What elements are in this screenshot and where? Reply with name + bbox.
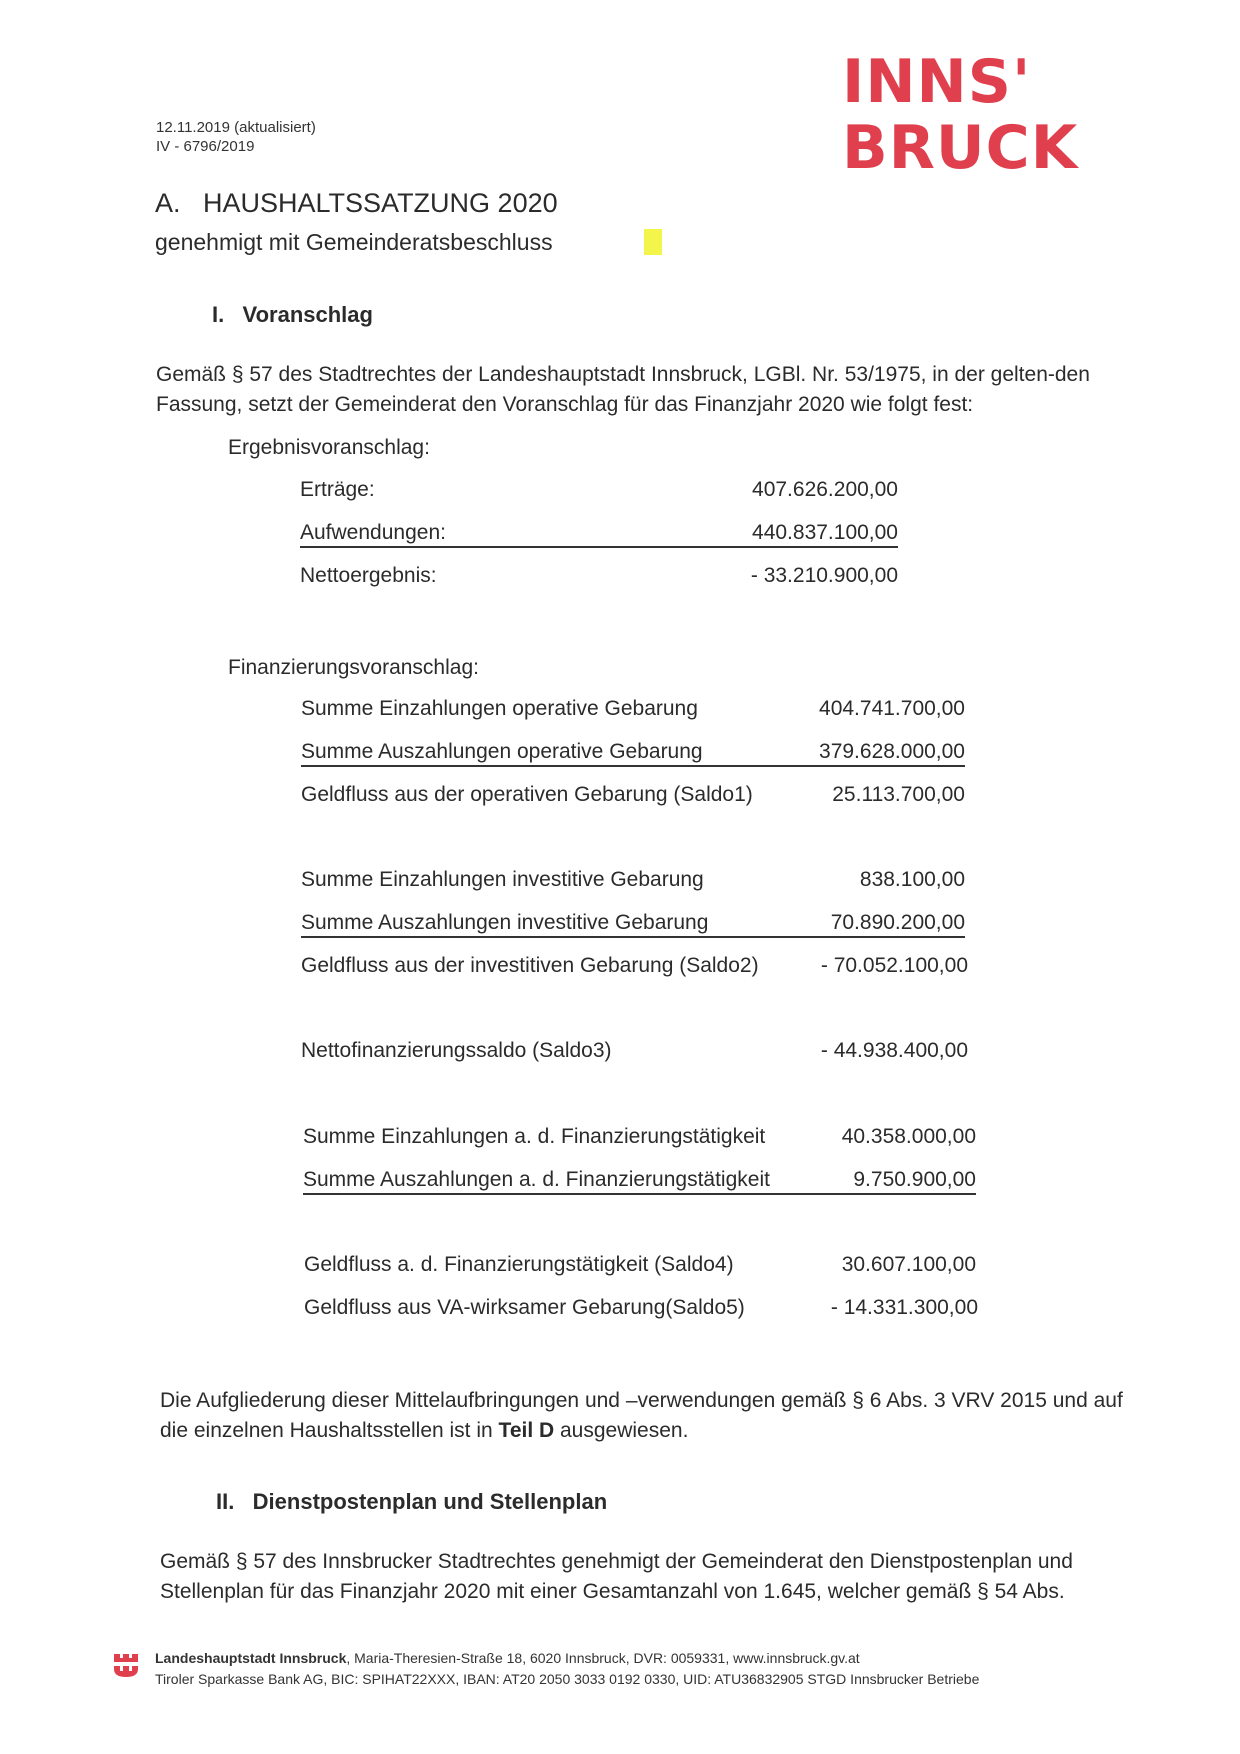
finanzierung-label: Geldfluss a. d. Finanzierungstätigkeit (Saldo4)	[304, 1253, 734, 1276]
finanzierung-value: 379.628.000,00	[819, 740, 965, 763]
ergebnis-heading: Ergebnisvoranschlag:	[228, 436, 430, 459]
ergebnis-label: Erträge:	[300, 478, 375, 501]
footer-organisation: Landeshauptstadt Innsbruck	[155, 1650, 347, 1666]
footer-line-1	[155, 1650, 860, 1666]
finanzierung-value: - 44.938.400,00	[820, 1039, 968, 1062]
sum-underline	[300, 546, 898, 548]
finanzierung-value: 9.750.900,00	[853, 1168, 976, 1191]
ergebnis-value: 407.626.200,00	[752, 478, 898, 501]
sum-underline	[301, 765, 965, 767]
section-voranschlag-heading: I. Voranschlag	[212, 302, 373, 327]
logo-line-1: INNS'	[842, 47, 1032, 117]
finanzierung-label: Summe Auszahlungen operative Gebarung	[301, 740, 703, 763]
finanzierung-label: Summe Auszahlungen investitive Gebarung	[301, 911, 709, 934]
finanzierung-value: 838.100,00	[859, 868, 965, 891]
dienstpostenplan-paragraph: Gemäß § 57 des Innsbrucker Stadtrechtes genehmigt der Gemeinderat den Dienstpostenplan und Stellenplan für das Finanzjahr 2020 mit einer Gesamtanzahl von 1.645, welcher gemäß § 54 Abs.	[160, 1550, 1073, 1603]
highlight-mark	[644, 229, 662, 255]
aufgliederung-text-end: ausgewiesen.	[554, 1419, 689, 1442]
document-date: 12.11.2019 (aktualisiert)	[156, 119, 316, 136]
intro-paragraph: Gemäß § 57 des Stadtrechtes der Landeshauptstadt Innsbruck, LGBl. Nr. 53/1975, in der gelten-den Fassung, setzt der Gemeinderat den Voranschlag für das Finanzjahr 2020 wie folgt fest:	[156, 363, 1090, 416]
finanzierung-label: Nettofinanzierungssaldo (Saldo3)	[301, 1039, 612, 1062]
ergebnis-label: Aufwendungen:	[300, 521, 446, 544]
ergebnis-label: Nettoergebnis:	[300, 564, 437, 587]
footer-line-2: Tiroler Sparkasse Bank AG, BIC: SPIHAT22XXX, IBAN: AT20 2050 3033 0192 0330, UID: ATU36832905 STGD Innsbrucker Betriebe	[155, 1671, 980, 1687]
finanzierung-value: 25.113.700,00	[832, 783, 965, 806]
aufgliederung-text: Die Aufgliederung dieser Mittelaufbringungen und –verwendungen gemäß § 6 Abs. 3 VRV 2015 und auf die einzelnen Haushaltsstellen ist in	[160, 1389, 1123, 1442]
footer-address: , Maria-Theresien-Straße 18, 6020 Innsbruck, DVR: 0059331, www.innsbruck.gv.at	[346, 1650, 860, 1666]
finanzierung-value: 70.890.200,00	[830, 911, 965, 934]
finanzierung-value: 30.607.100,00	[841, 1253, 976, 1276]
section-dienstpostenplan-heading: II. Dienstpostenplan und Stellenplan	[216, 1489, 608, 1514]
sum-underline	[303, 1193, 976, 1195]
finanzierung-label: Summe Einzahlungen operative Gebarung	[301, 697, 698, 720]
teil-d-reference: Teil D	[498, 1419, 555, 1442]
finanzierung-label: Geldfluss aus der operativen Gebarung (Saldo1)	[301, 783, 753, 806]
page-subtitle: genehmigt mit Gemeinderatsbeschluss	[155, 229, 553, 255]
finanzierung-label: Summe Einzahlungen investitive Gebarung	[301, 868, 704, 891]
finanzierung-value: - 70.052.100,00	[820, 954, 968, 977]
finanzierung-value: - 14.331.300,00	[830, 1296, 978, 1319]
ergebnis-value: - 33.210.900,00	[750, 564, 898, 587]
finanzierung-label: Geldfluss aus VA-wirksamer Gebarung(Saldo5)	[304, 1296, 745, 1319]
aufgliederung-paragraph	[160, 1386, 1150, 1446]
finanzierung-value: 404.741.700,00	[819, 697, 965, 720]
page-title: A. HAUSHALTSSATZUNG 2020	[155, 188, 558, 218]
ergebnis-value: 440.837.100,00	[752, 521, 898, 544]
finanzierung-heading: Finanzierungsvoranschlag:	[228, 656, 479, 679]
finanzierung-label: Summe Einzahlungen a. d. Finanzierungstätigkeit	[303, 1125, 766, 1148]
finanzierung-label: Summe Auszahlungen a. d. Finanzierungstätigkeit	[303, 1168, 770, 1191]
document-reference: IV - 6796/2019	[156, 138, 255, 155]
finanzierung-label: Geldfluss aus der investitiven Gebarung (Saldo2)	[301, 954, 759, 977]
footer-logo-icon	[112, 1651, 140, 1684]
innsbruck-logo	[842, 47, 1079, 183]
finanzierung-value: 40.358.000,00	[841, 1125, 976, 1148]
logo-line-2: BRUCK	[842, 113, 1079, 183]
sum-underline	[301, 936, 965, 938]
